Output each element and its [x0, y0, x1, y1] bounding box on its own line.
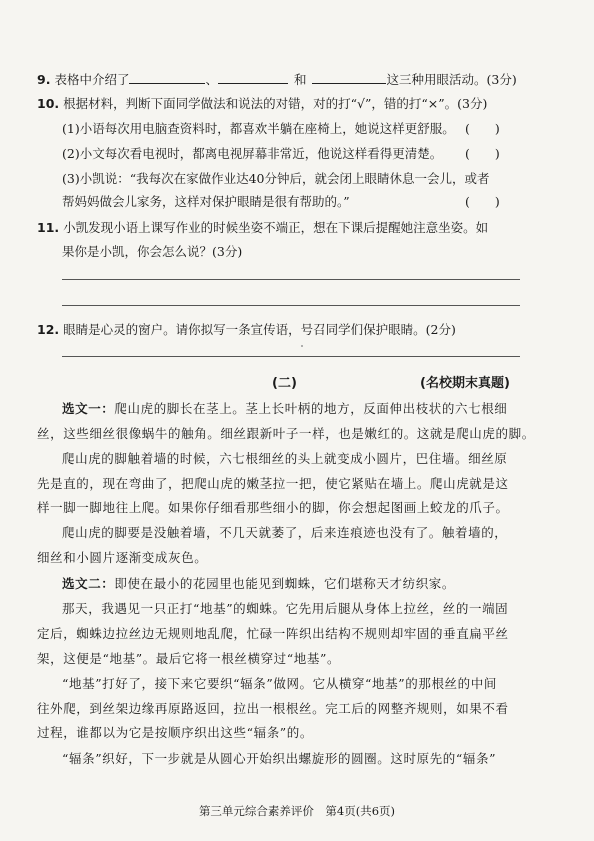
- answer-blank[interactable]: [312, 70, 386, 84]
- passage-text: 爬山虎的脚长在茎上。茎上长叶柄的地方，反面伸出枝状的六七根细: [114, 401, 508, 416]
- answer-line[interactable]: [62, 305, 520, 306]
- question-number: 10.: [37, 96, 60, 111]
- question-tail: 这三种用眼活动。(3分): [386, 72, 517, 87]
- answer-blank[interactable]: [218, 70, 288, 84]
- scan-dot: [301, 345, 303, 347]
- answer-paren[interactable]: ( ): [465, 194, 500, 209]
- q10-item-1: (1)小语每次用电脑查资料时，都喜欢半躺在座椅上，她说这样更舒服。: [62, 121, 455, 136]
- passage-1-line: [62, 401, 507, 417]
- question-text: 表格中介绍了: [54, 72, 130, 87]
- passage-1-line: 细丝和小圆片逐渐变成灰色。: [37, 550, 208, 565]
- section-title: (二): [272, 376, 297, 391]
- question-number: 11.: [37, 220, 60, 235]
- question-text: 小凯发现小语上课写作业的时候坐姿不端正，想在下课后提醒她注意坐姿。如: [63, 220, 489, 235]
- separator: 、: [205, 72, 218, 87]
- passage-1-line: 先是直的，现在弯曲了，把爬山虎的嫩茎拉一把，使它紧贴在墙上。爬山虎就是这: [37, 476, 509, 491]
- passage-2-line: 架，这便是“地基”。最后它将一根丝横穿过“地基”。: [37, 651, 341, 666]
- passage-2-line: “地基”打好了，接下来它要织“辐条”做网。它从横穿“地基”的那根丝的中间: [62, 676, 497, 691]
- question-11-cont: 果你是小凯，你会怎么说？(3分): [62, 244, 243, 259]
- passage-2-line: [62, 576, 455, 592]
- passage-1-line: 丝，这些细丝很像蜗牛的触角。细丝跟新叶子一样，也是嫩红的。这就是爬山虎的脚。: [37, 426, 535, 441]
- passage-label: 选文一：: [62, 401, 115, 416]
- page-footer: 第三单元综合素养评价 第4页(共6页): [198, 804, 396, 818]
- question-11: [37, 220, 488, 236]
- passage-2-line: 往外爬，到丝架边缘再原路返回，拉出一根根丝。完工后的网整齐规则，如果不看: [37, 701, 509, 716]
- answer-blank[interactable]: [129, 70, 205, 84]
- passage-label: 选文二：: [62, 576, 115, 591]
- q10-item-3: (3)小凯说：“我每次在家做作业达40分钟后，就会闭上眼睛休息一会儿，或者: [62, 171, 490, 186]
- question-number: 12.: [37, 322, 60, 337]
- passage-2-line: “辐条”织好，下一步就是从圆心开始织出螺旋形的圆圈。这时原先的“辐条”: [62, 751, 497, 766]
- question-number: 9.: [37, 72, 51, 87]
- question-text: 眼睛是心灵的窗户。请你拟写一条宣传语，号召同学们保护眼睛。(2分): [63, 322, 456, 337]
- passage-1-line: 样一脚一脚地往上爬。如果你仔细看那些细小的脚，你会想起图画上蛟龙的爪子。: [37, 500, 509, 515]
- q10-item-3-cont: 帮妈妈做会儿家务，这样对保护眼睛是很有帮助的。”: [62, 194, 350, 209]
- section-source: (名校期末真题): [420, 376, 510, 391]
- passage-2-line: 那天，我遇见一只正打“地基”的蜘蛛。它先用后腿从身体上拉丝，丝的一端固: [62, 601, 509, 616]
- answer-line[interactable]: [62, 356, 520, 357]
- question-12: [37, 322, 456, 338]
- answer-paren[interactable]: ( ): [465, 121, 500, 136]
- question-10: [37, 96, 487, 112]
- question-9: [37, 70, 517, 88]
- passage-2-line: 过程，谁都以为它是按顺序织出这些“辐条”的。: [37, 725, 313, 740]
- answer-line[interactable]: [62, 279, 520, 280]
- q10-item-2: (2)小文每次看电视时，都离电视屏幕非常近，他说这样看得更清楚。: [62, 146, 443, 161]
- conjunction: 和: [293, 72, 307, 87]
- passage-1-line: 爬山虎的脚触着墙的时候，六七根细丝的头上就变成小圆片，巴住墙。细丝原: [62, 451, 508, 466]
- passage-2-line: 定后，蜘蛛边拉丝边无规则地乱爬，忙碌一阵织出结构不规则却牢固的垂直扁平丝: [37, 626, 509, 641]
- passage-text: 即使在最小的花园里也能见到蜘蛛，它们堪称天才纺织家。: [114, 576, 456, 591]
- question-text: 根据材料，判断下面同学做法和说法的对错，对的打“√”，错的打“×”。(3分): [63, 96, 488, 111]
- passage-1-line: 爬山虎的脚要是没触着墙，不几天就萎了，后来连痕迹也没有了。触着墙的，: [62, 525, 508, 540]
- answer-paren[interactable]: ( ): [465, 146, 500, 161]
